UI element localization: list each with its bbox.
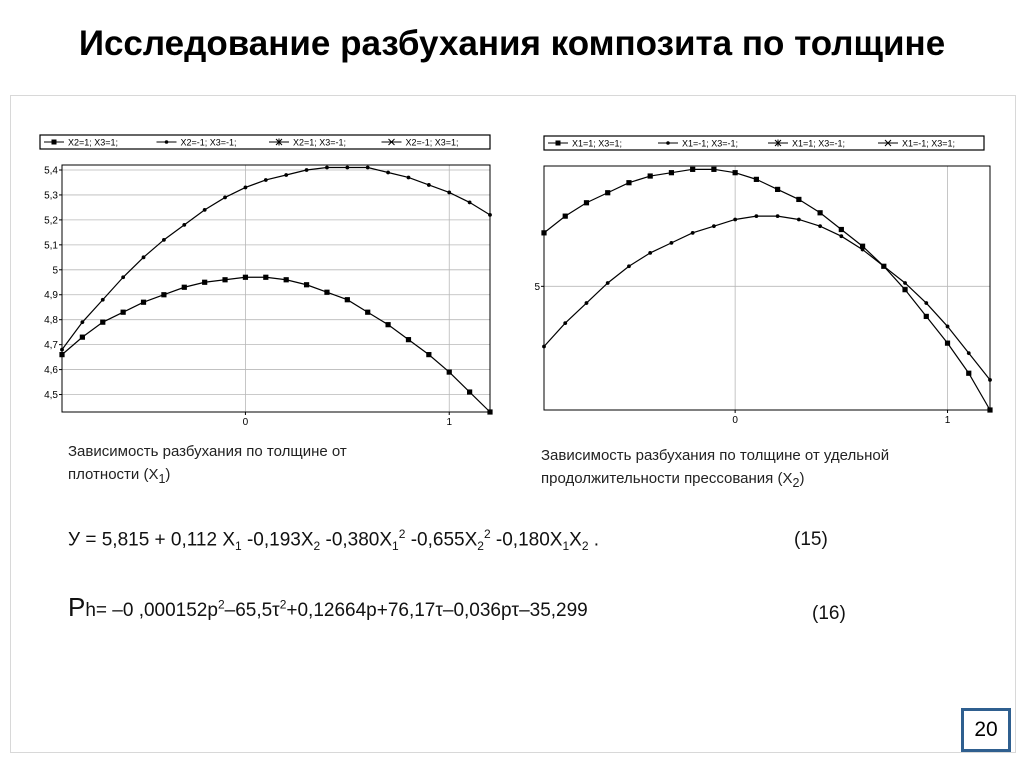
legend-label-3: X1=-1; X3=1;: [902, 138, 956, 149]
series-1-point-0: [542, 345, 546, 349]
legend-label-2: X1=1; X3=-1;: [792, 138, 846, 149]
series-0-point-10: [263, 275, 268, 280]
regression-equation: У = 5,815 + 0,112 $Х_1$ $-0,193Х_2$ $-0,380Х_1^2$ $-0,655Х_2^2$ $-0,180Х_1Х_2$ .: [68, 527, 600, 554]
series-1-point-12: [797, 218, 801, 222]
series-1-point-14: [839, 234, 843, 238]
chart-svg-1: [530, 128, 995, 426]
series-1-point-2: [585, 301, 589, 305]
series-1-point-14: [345, 166, 349, 170]
series-1-point-9: [733, 218, 737, 222]
caption-right-line2: продолжительности прессования $(Х_2)$: [541, 470, 805, 490]
series-1-point-4: [627, 264, 631, 268]
y-tick-label-9: 5,4: [44, 165, 58, 177]
series-0-point-8: [222, 277, 227, 282]
series-0-point-1: [563, 214, 568, 219]
series-1-point-21: [988, 378, 992, 382]
y-tick-label-4: 4,9: [44, 290, 58, 302]
series-1-point-16: [386, 171, 390, 175]
series-0-point-2: [584, 200, 589, 205]
series-0-point-9: [243, 275, 248, 280]
page-title: Исследование разбухания композита по толщине: [78, 24, 946, 63]
plot-area: [62, 165, 490, 412]
chart-press-time: [530, 128, 995, 426]
series-1-point-13: [325, 166, 329, 170]
series-1-point-9: [244, 186, 248, 190]
caption-left: [68, 440, 347, 491]
series-1-point-2: [101, 298, 105, 302]
series-1-point-21: [488, 213, 492, 217]
series-0-point-12: [304, 282, 309, 287]
series-1-point-19: [447, 191, 451, 195]
series-0-point-15: [365, 310, 370, 315]
series-1-point-5: [162, 238, 166, 242]
series-1-point-7: [203, 208, 207, 212]
caption-left-line1: Зависимость разбухания по толщине от: [68, 443, 347, 460]
series-0-point-17: [406, 337, 411, 342]
series-0-point-14: [345, 297, 350, 302]
series-0-point-21: [487, 409, 492, 414]
legend-label-3: X2=-1; X3=1;: [405, 137, 459, 148]
series-1-point-13: [818, 224, 822, 228]
caption-left-line2: плотности $(Х_1)$: [68, 466, 171, 486]
x-tick-label-0: 0: [732, 415, 738, 426]
series-1-point-5: [648, 251, 652, 255]
x-tick-label-0: 0: [242, 417, 249, 428]
series-1-point-18: [427, 183, 431, 187]
series-0-point-21: [987, 407, 992, 412]
plot-area: [544, 166, 990, 410]
series-1-point-20: [468, 201, 472, 205]
y-tick-label-7: 5,2: [44, 215, 58, 227]
series-0-point-7: [690, 167, 695, 172]
y-tick-label-0: 4,5: [44, 390, 58, 402]
series-0-point-18: [426, 352, 431, 357]
x-tick-label-1: 1: [446, 417, 453, 428]
chart-density: [40, 130, 495, 428]
series-0-point-0: [541, 230, 546, 235]
series-1-point-4: [142, 255, 146, 259]
series-1-point-20: [967, 351, 971, 355]
chart-legend: [40, 135, 490, 149]
y-tick-label-3: 4,8: [44, 315, 58, 327]
series-0-point-19: [447, 369, 452, 374]
series-0-point-3: [605, 190, 610, 195]
series-1-point-6: [182, 223, 186, 227]
series-1-point-12: [305, 168, 309, 172]
series-0-point-20: [966, 371, 971, 376]
series-1-point-10: [754, 214, 758, 218]
series-0-point-6: [669, 170, 674, 175]
series-0-point-12: [796, 197, 801, 202]
series-0-point-1: [80, 335, 85, 340]
series-0-point-20: [467, 389, 472, 394]
series-0-point-11: [775, 187, 780, 192]
series-0-point-11: [284, 277, 289, 282]
series-0-point-5: [161, 292, 166, 297]
series-0-point-14: [839, 227, 844, 232]
chart-svg-0: [40, 130, 495, 428]
series-1-point-6: [670, 241, 674, 245]
series-1-point-18: [924, 301, 928, 305]
series-1-point-11: [284, 173, 288, 177]
equation-number-16: (16): [812, 603, 846, 624]
equation-number-15: (15): [794, 529, 828, 550]
series-1-point-19: [946, 325, 950, 329]
series-1-point-15: [861, 248, 865, 252]
series-0-point-13: [817, 210, 822, 215]
series-1-point-15: [366, 166, 370, 170]
series-0-point-4: [141, 300, 146, 305]
series-1-point-1: [563, 321, 567, 325]
series-1-point-17: [407, 176, 411, 180]
series-1-point-10: [264, 178, 268, 182]
y-tick-label-5: 5: [52, 265, 58, 277]
y-tick-label-8: 5,3: [44, 190, 58, 202]
series-0-point-13: [324, 290, 329, 295]
y-tick-label-1: 4,6: [44, 365, 58, 377]
series-1-point-3: [121, 275, 125, 279]
y-tick-label-2: 4,7: [44, 340, 58, 352]
series-0-point-5: [648, 173, 653, 178]
series-0-point-7: [202, 280, 207, 285]
caption-right: [541, 444, 889, 495]
series-0-point-3: [121, 310, 126, 315]
x-tick-label-1: 1: [944, 415, 951, 426]
chart-legend: [544, 136, 984, 150]
series-0-point-9: [733, 170, 738, 175]
y-tick-label-0: 5: [534, 281, 540, 293]
series-0-point-18: [924, 314, 929, 319]
series-0-point-6: [182, 285, 187, 290]
legend-label-1: X1=-1; X3=-1;: [682, 138, 739, 149]
series-1-point-8: [223, 196, 227, 200]
series-0-point-19: [945, 341, 950, 346]
series-0-point-17: [902, 287, 907, 292]
series-0-point-10: [754, 177, 759, 182]
series-1-point-8: [712, 224, 716, 228]
series-0-point-4: [626, 180, 631, 185]
series-1-point-3: [606, 281, 610, 285]
series-1-point-1: [80, 320, 84, 324]
legend-label-0: X2=1; X3=1;: [68, 137, 119, 148]
series-1-point-11: [776, 214, 780, 218]
legend-label-1: X2=-1; X3=-1;: [180, 137, 237, 148]
series-0-point-16: [385, 322, 390, 327]
legend-label-0: X1=1; X3=1;: [572, 138, 623, 149]
slide-number: 20: [961, 708, 1011, 752]
series-1-point-16: [882, 264, 886, 268]
swelling-equation: Рh= –0 $,000152р^2-65,5\tau^2+0,12664р+76,17\tau-0,036р\tau-35,299$: [68, 592, 588, 622]
series-1-point-7: [691, 231, 695, 235]
series-1-point-17: [903, 281, 907, 285]
series-1-point-0: [60, 348, 64, 352]
y-tick-label-6: 5,1: [44, 240, 58, 252]
series-0-point-0: [59, 352, 64, 357]
series-0-point-8: [711, 167, 716, 172]
series-0-point-2: [100, 320, 105, 325]
caption-right-line1: Зависимость разбухания по толщине от удельной: [541, 447, 890, 464]
legend-label-2: X2=1; X3=-1;: [293, 137, 347, 148]
